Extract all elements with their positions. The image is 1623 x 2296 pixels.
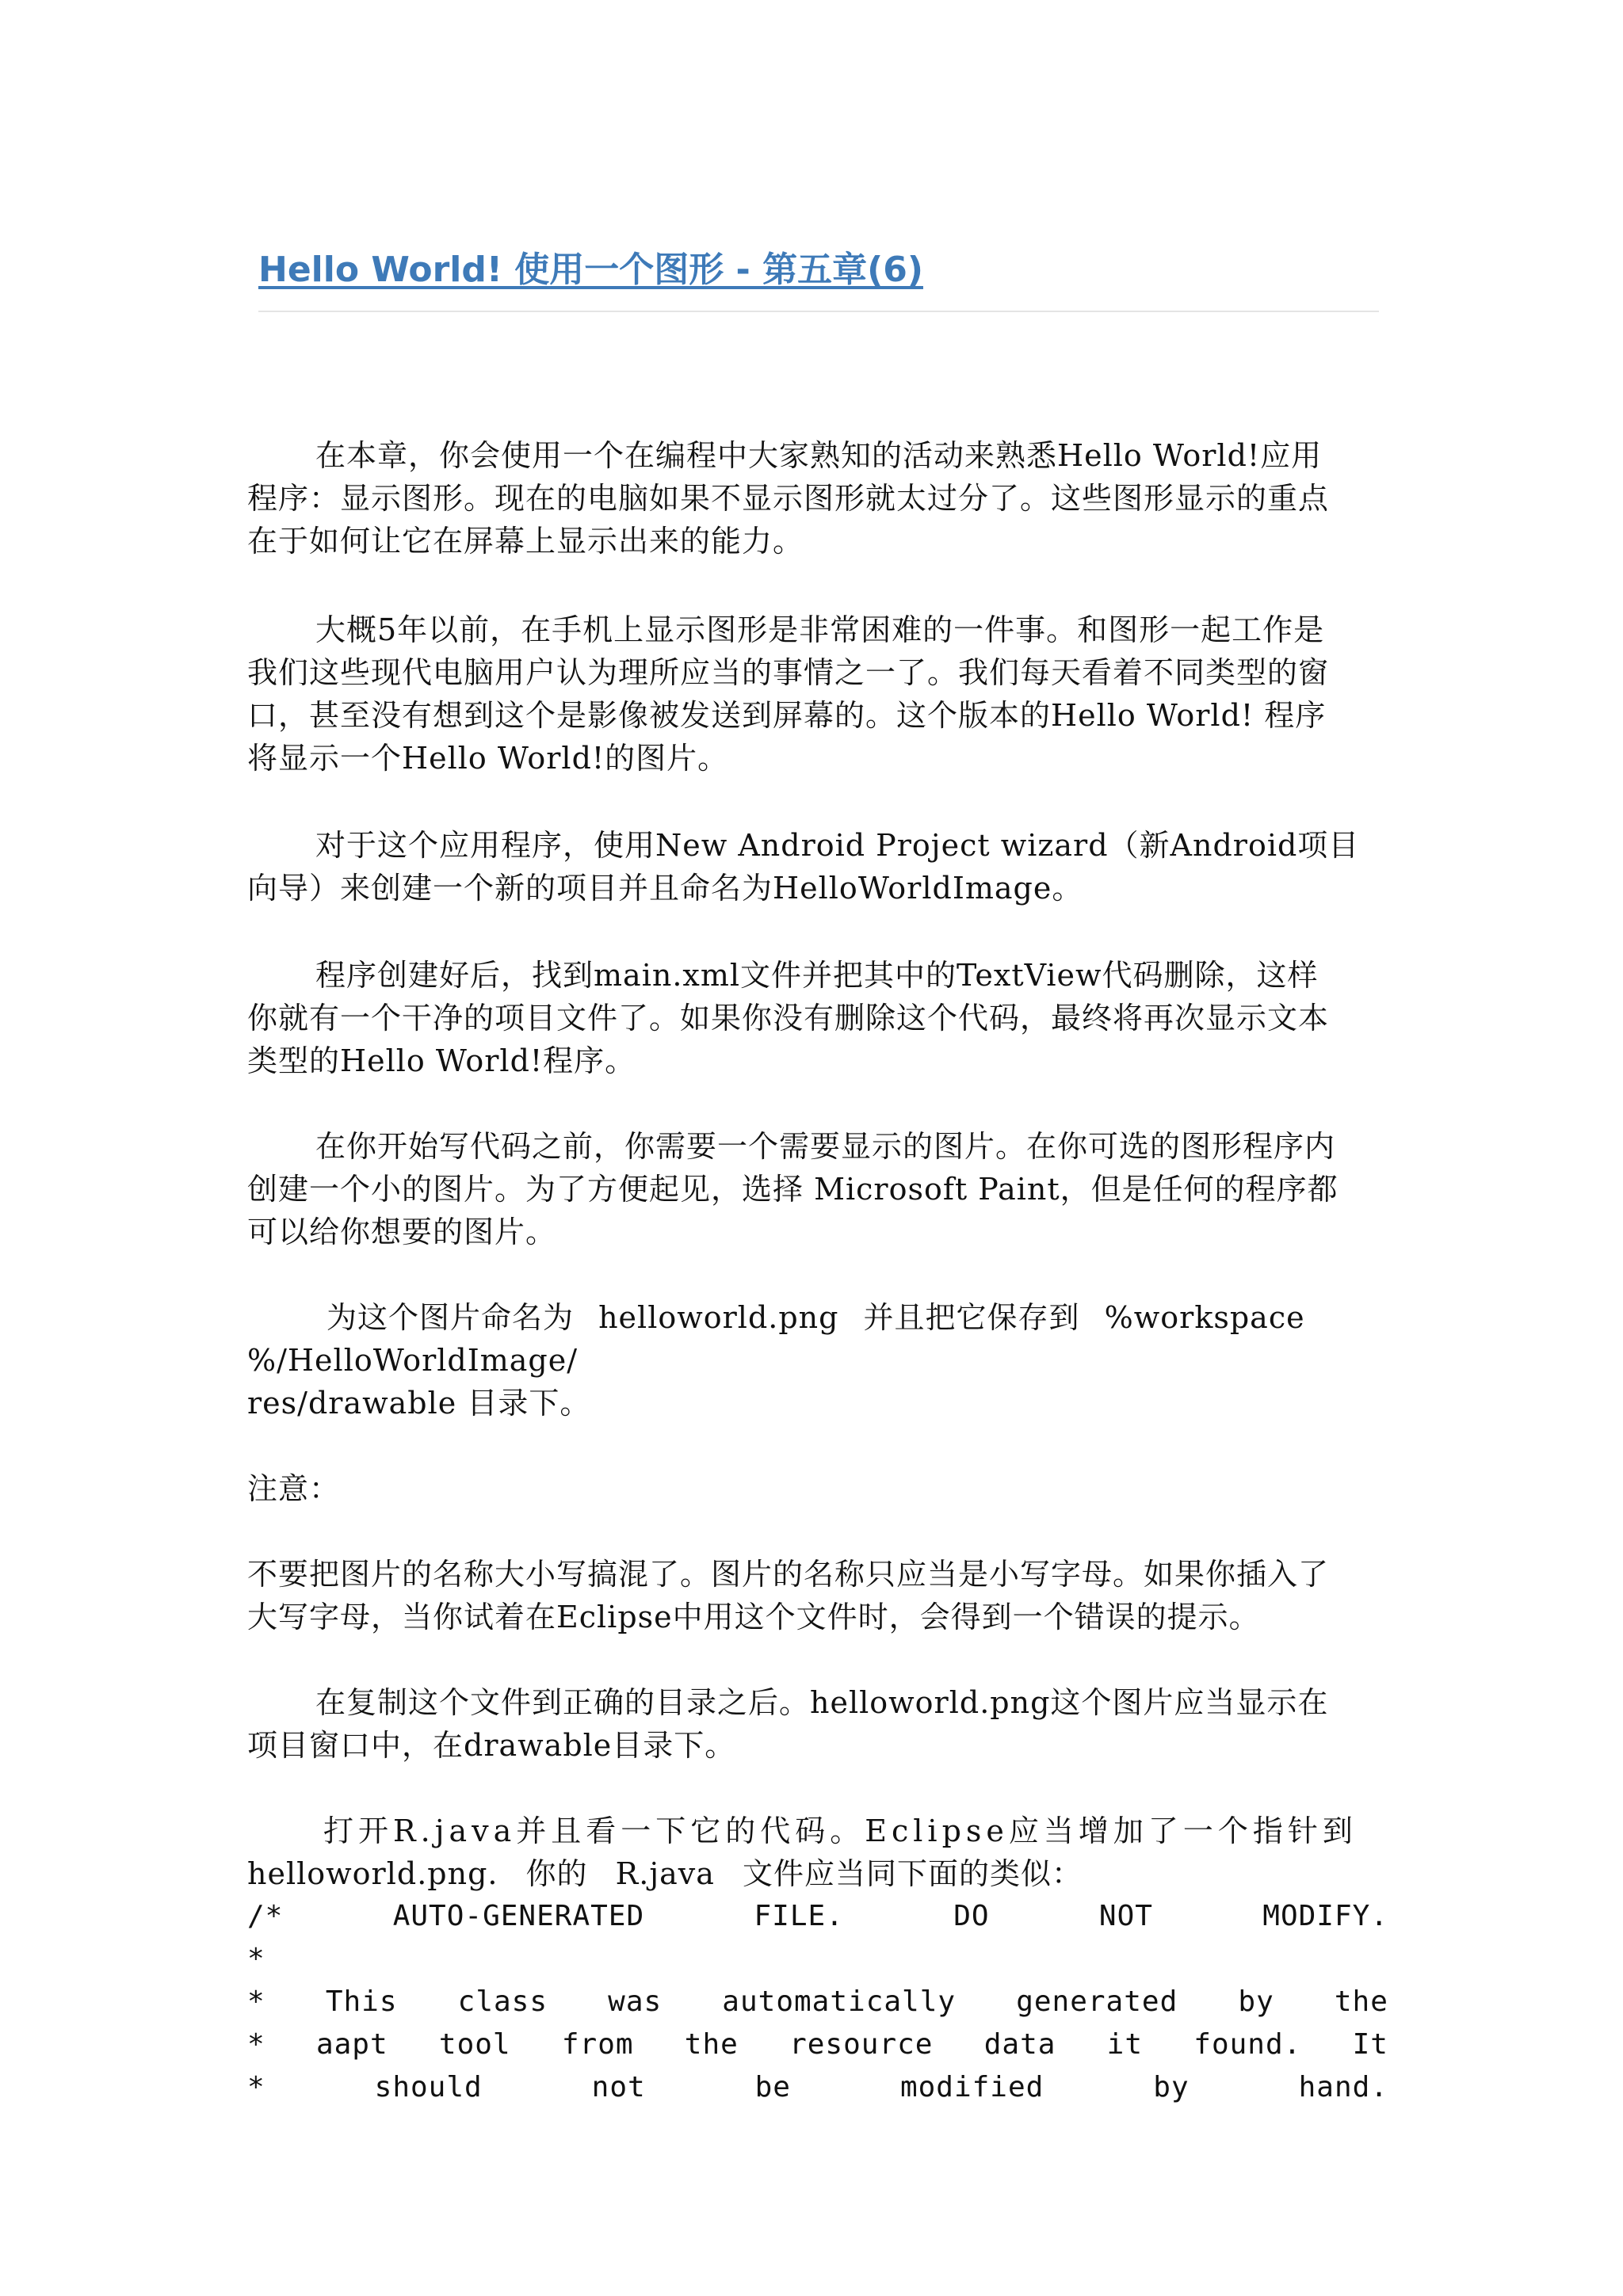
- code-line: /* AUTO-GENERATED FILE. DO NOT MODIFY.: [247, 1900, 1388, 1932]
- text-line: 对于这个应用程序，使用New Android Project wizard（新Android项目: [315, 828, 1360, 863]
- text-line: 你就有一个干净的项目文件了。如果你没有删除这个代码，最终将再次显示文本: [247, 1001, 1330, 1035]
- text-line: 打开R.java并且看一下它的代码。Eclipse应当增加了一个指针到: [323, 1814, 1358, 1848]
- text-line: 为这个图片命名为 helloworld.png 并且把它保存到 %workspace: [327, 1300, 1305, 1335]
- text-line: 注意：: [247, 1471, 341, 1506]
- paragraph-copy-file: [247, 1681, 1388, 1767]
- code-line: * aapt tool from the resource data it found. It: [247, 2028, 1388, 2061]
- text-line: 不要把图片的名称大小写搞混了。图片的名称只应当是小写字母。如果你插入了: [247, 1557, 1330, 1592]
- text-line: %/HelloWorldImage/: [247, 1343, 579, 1378]
- code-block: [247, 1895, 1388, 2109]
- code-line: * This class was automatically generated by the: [247, 1985, 1388, 2018]
- paragraph-r-java: [247, 1810, 1388, 1895]
- article-title[interactable]: Hello World! 使用一个图形 - 第五章(6): [258, 250, 923, 290]
- paragraph-case-warning: [247, 1553, 1388, 1638]
- paragraph-save-path: [247, 1296, 1388, 1425]
- text-line: res/drawable 目录下。: [247, 1386, 591, 1421]
- text-line: helloworld.png. 你的 R.java 文件应当同下面的类似：: [247, 1856, 1083, 1891]
- text-line: 口，甚至没有想到这个是影像被发送到屏幕的。这个版本的Hello World! 程序: [247, 698, 1327, 733]
- text-line: 类型的Hello World!程序。: [247, 1043, 636, 1078]
- text-line: 可以给你想要的图片。: [247, 1215, 557, 1249]
- text-line: 我们这些现代电脑用户认为理所应当的事情之一了。我们每天看着不同类型的窗: [247, 655, 1330, 690]
- paragraph-intro: [247, 434, 1388, 563]
- paragraph-new-project: [247, 824, 1388, 910]
- text-line: 在本章，你会使用一个在编程中大家熟知的活动来熟悉Hello World!应用: [315, 438, 1323, 473]
- text-line: 在于如何让它在屏幕上显示出来的能力。: [247, 524, 804, 559]
- text-line: 大写字母，当你试着在Eclipse中用这个文件时，会得到一个错误的提示。: [247, 1600, 1260, 1634]
- text-line: 项目窗口中，在drawable目录下。: [247, 1728, 736, 1763]
- code-line: * should not be modified by hand.: [247, 2071, 1388, 2103]
- text-line: 将显示一个Hello World!的图片。: [247, 741, 729, 776]
- text-line: 创建一个小的图片。为了方便起见，选择 Microsoft Paint，但是任何的程序都: [247, 1172, 1338, 1207]
- text-line: 大概5年以前，在手机上显示图形是非常困难的一件事。和图形一起工作是: [315, 612, 1325, 647]
- code-line: *: [247, 1943, 265, 1975]
- paragraph-create-image: [247, 1125, 1388, 1253]
- paragraph-history: [247, 608, 1388, 780]
- text-line: 程序创建好后，找到main.xml文件并把其中的TextView代码删除，这样: [315, 958, 1319, 993]
- paragraph-main-xml: [247, 954, 1388, 1082]
- text-line: 在你开始写代码之前，你需要一个需要显示的图片。在你可选的图形程序内: [315, 1129, 1336, 1164]
- text-line: 程序：显示图形。现在的电脑如果不显示图形就太过分了。这些图形显示的重点: [247, 481, 1330, 516]
- note-label: [247, 1467, 1388, 1510]
- title-divider: [258, 311, 1379, 312]
- text-line: 在复制这个文件到正确的目录之后。helloworld.png这个图片应当显示在: [315, 1685, 1329, 1720]
- text-line: 向导）来创建一个新的项目并且命名为HelloWorldImage。: [247, 871, 1083, 906]
